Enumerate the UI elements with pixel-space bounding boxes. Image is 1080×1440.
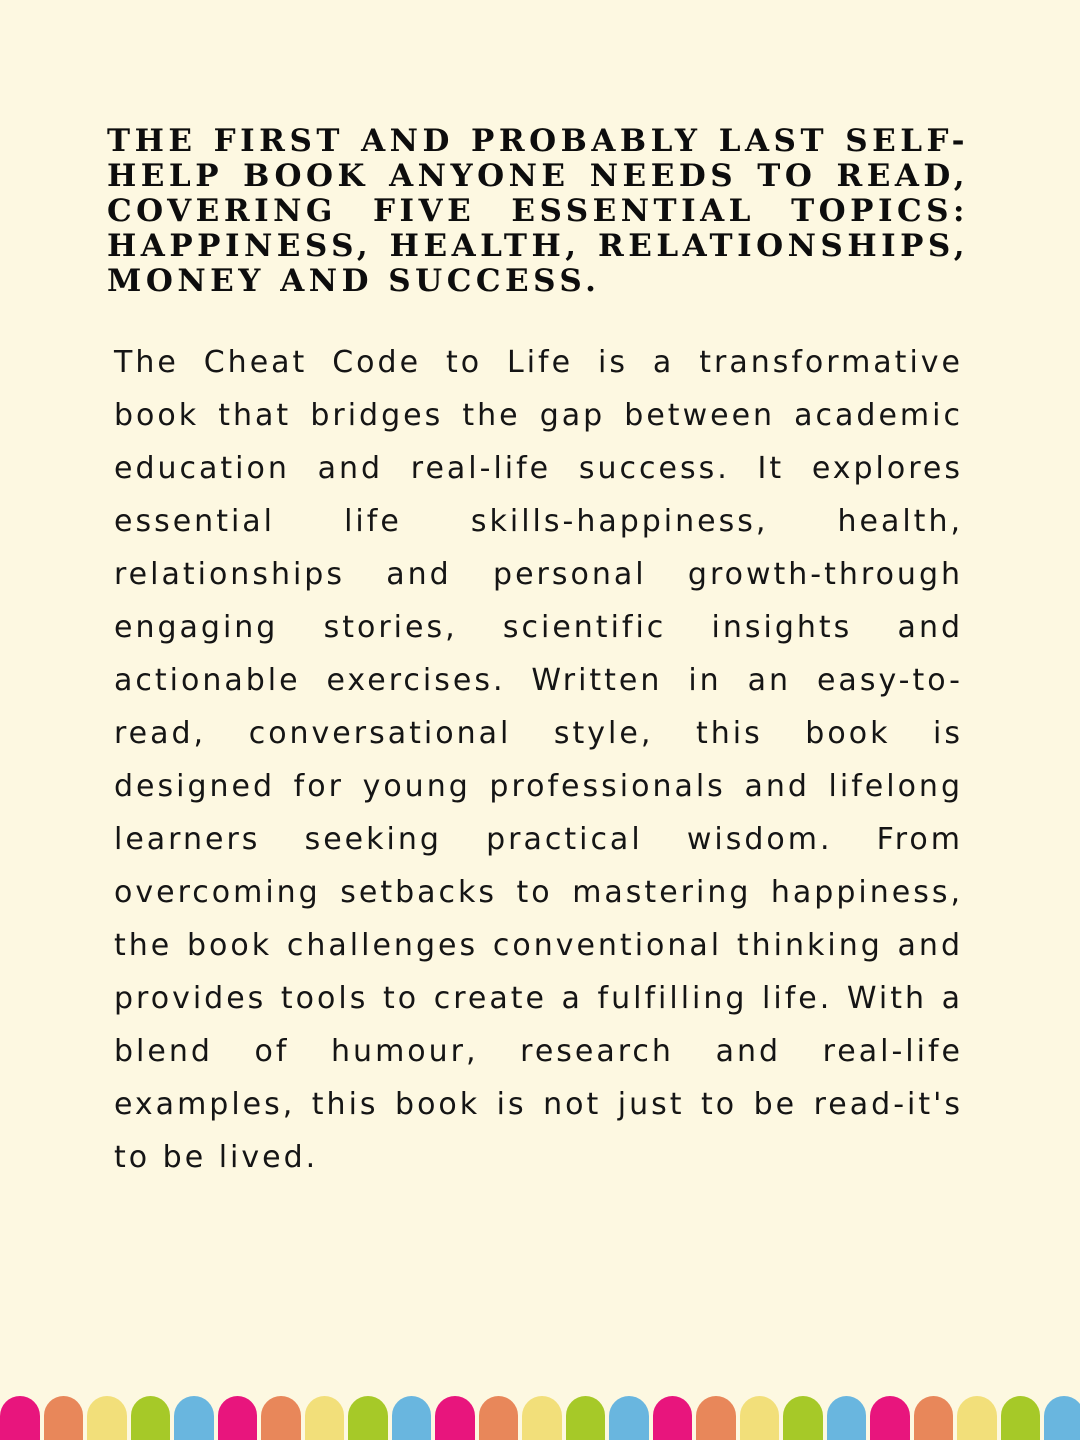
decorative-scallop-border [0,1396,1080,1440]
scallop-shape [522,1396,562,1440]
book-description: The Cheat Code to Life is a transformative book that bridges the gap between academic education and real-life success. It explores essential life skills-happiness, health, relationships and personal growth-through engaging stories, scientific insights and actionable exercises. Written in an easy-to-read, conversational style, this book is designed for young professionals and lifelong learners seeking practical wisdom. From overcoming setbacks to mastering happiness, the book challenges conventional thinking and provides tools to create a fulfilling life. With a blend of humour, research and real-life examples, this book is not just to be read-it's to be lived. [114,345,963,1175]
scallop-shape [87,1396,127,1440]
scallop-shape [261,1396,301,1440]
headline: THE FIRST AND PROBABLY LAST SELF-HELP BOOK ANYONE NEEDS TO READ, COVERING FIVE ESSENTIAL TOPICS: HAPPINESS, HEALTH, RELATIONSHIPS, MONEY AND SUCCESS. [107,123,969,299]
scallop-shape [783,1396,823,1440]
scallop-shape [740,1396,780,1440]
scallop-shape [653,1396,693,1440]
scallop-shape [1001,1396,1041,1440]
scallop-shape [392,1396,432,1440]
scallop-shape [348,1396,388,1440]
scallop-shape [566,1396,606,1440]
scallop-shape [131,1396,171,1440]
scallop-shape [305,1396,345,1440]
scallop-shape [696,1396,736,1440]
scallop-shape [44,1396,84,1440]
scallop-shape [827,1396,867,1440]
scallop-shape [174,1396,214,1440]
scallop-shape [870,1396,910,1440]
scallop-shape [479,1396,519,1440]
scallop-shape [609,1396,649,1440]
scallop-shape [0,1396,40,1440]
scallop-shape [914,1396,954,1440]
scallop-shape [435,1396,475,1440]
scallop-shape [218,1396,258,1440]
scallop-shape [957,1396,997,1440]
scallop-shape [1044,1396,1080,1440]
